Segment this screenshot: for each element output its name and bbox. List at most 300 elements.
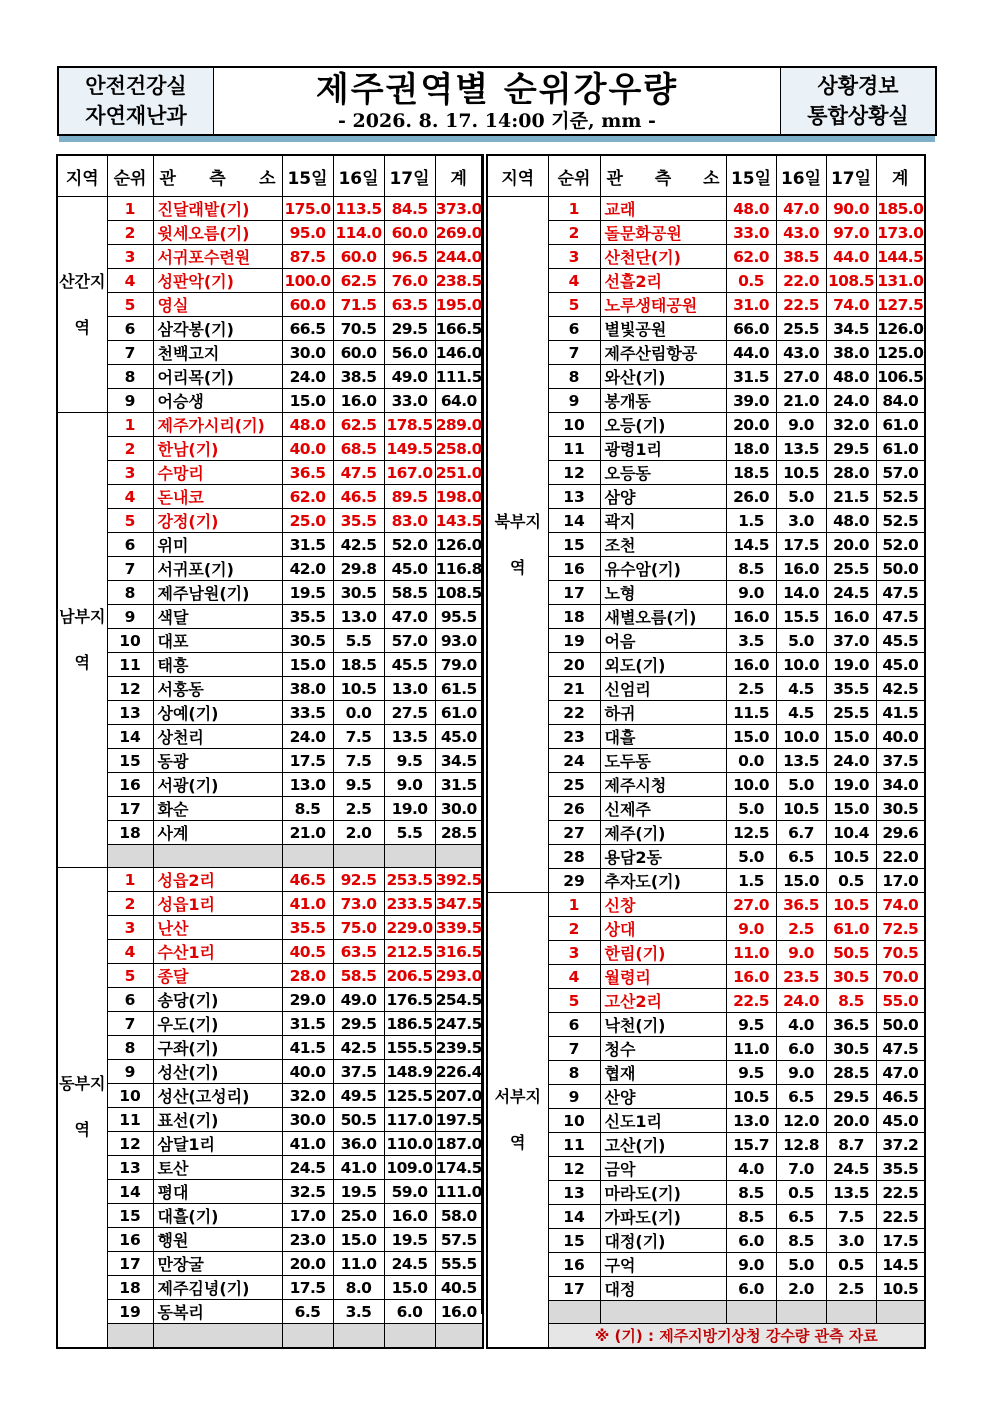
day15-cell: 2.5 [726,677,776,701]
day15-cell: 29.0 [282,988,333,1012]
table-row [57,605,483,629]
day15-cell: 95.0 [282,221,333,245]
table-row [487,701,925,725]
station-cell: 제주(기) [600,821,726,845]
station-cell: 대흘 [600,725,726,749]
rank-cell: 2 [548,917,600,941]
rank-cell: 14 [548,509,600,533]
left-header-row [57,155,483,197]
station-cell: 제주김녕(기) [153,1276,282,1300]
day16-cell: 3.0 [776,509,826,533]
day16-cell: 22.0 [776,269,826,293]
station-cell: 평대 [153,1180,282,1204]
day17-cell: 21.5 [826,485,876,509]
rank-cell: 3 [548,941,600,965]
day15-cell: 36.5 [282,461,333,485]
day17-cell: 45.5 [384,653,435,677]
table-row [57,821,483,845]
day15-cell: 27.0 [726,893,776,917]
table-row [57,677,483,701]
station-cell: 용담2동 [600,845,726,869]
day16-cell: 10.5 [776,461,826,485]
table-row [57,245,483,269]
total-cell: 195.0 [435,293,483,317]
day16-cell: 27.0 [776,365,826,389]
day16-cell: 113.5 [333,197,384,221]
rank-cell: 10 [548,1109,600,1133]
day15-cell: 42.0 [282,557,333,581]
rank-cell: 2 [107,221,153,245]
rank-cell: 15 [107,1204,153,1228]
station-cell: 만장굴 [153,1252,282,1276]
day17-cell: 24.5 [826,1157,876,1181]
table-row [57,293,483,317]
day16-cell: 0.0 [333,701,384,725]
day17-cell: 58.5 [384,581,435,605]
day17-cell: 2.5 [826,1277,876,1301]
day17-cell: 20.0 [826,533,876,557]
rank-cell: 14 [548,1205,600,1229]
day15-cell: 13.0 [282,773,333,797]
station-cell: 제주가시리(기) [153,413,282,437]
rank-cell: 7 [107,557,153,581]
station-cell: 종달 [153,964,282,988]
day15-cell: 16.0 [726,653,776,677]
table-row [57,557,483,581]
day17-cell: 48.0 [826,509,876,533]
total-cell: 55.0 [876,989,925,1013]
station-cell: 삼달1리 [153,1132,282,1156]
table-row [57,868,483,892]
station-cell: 도두동 [600,749,726,773]
total-cell: 131.0 [876,269,925,293]
rank-cell: 29 [548,869,600,893]
day15-cell: 6.5 [282,1300,333,1324]
col-station: 관 측 소 [153,155,282,197]
day15-cell: 9.0 [726,581,776,605]
day16-cell: 12.8 [776,1133,826,1157]
total-cell: 57.0 [876,461,925,485]
station-cell: 서홍동 [153,677,282,701]
blank-cell [548,1301,600,1324]
total-cell: 57.5 [435,1228,483,1252]
day15-cell: 17.5 [282,749,333,773]
table-row [487,1205,925,1229]
table-row [57,916,483,940]
total-cell: 70.0 [876,965,925,989]
table-row [487,1133,925,1157]
table-row [57,413,483,437]
day16-cell: 5.5 [333,629,384,653]
day16-cell: 6.0 [776,1037,826,1061]
day15-cell: 22.5 [726,989,776,1013]
day17-cell: 13.5 [384,725,435,749]
rank-cell: 4 [548,965,600,989]
table-row [487,581,925,605]
day15-cell: 39.0 [726,389,776,413]
rank-cell: 6 [107,988,153,1012]
day15-cell: 41.0 [282,892,333,916]
day17-cell: 149.5 [384,437,435,461]
day17-cell: 8.7 [826,1133,876,1157]
issuer-left-line1: 안전건강실 [85,74,187,98]
table-row [487,557,925,581]
table-row [57,365,483,389]
total-cell: 127.5 [876,293,925,317]
station-cell: 선흘2리 [600,269,726,293]
day16-cell: 41.0 [333,1156,384,1180]
total-cell: 47.0 [876,1061,925,1085]
day17-cell: 7.5 [826,1205,876,1229]
station-cell: 신창 [600,893,726,917]
day17-cell: 47.0 [384,605,435,629]
day16-cell: 4.5 [776,701,826,725]
col-d16: 16일 [776,155,826,197]
day17-cell: 13.5 [826,1181,876,1205]
rank-cell: 11 [548,1133,600,1157]
day15-cell: 8.5 [726,1181,776,1205]
table-row [487,221,925,245]
table-row [57,964,483,988]
day15-cell: 30.0 [282,341,333,365]
day15-cell: 6.0 [726,1277,776,1301]
col-rank: 순위 [107,155,153,197]
blank-cell [282,1324,333,1348]
day15-cell: 5.0 [726,845,776,869]
rank-cell: 15 [548,533,600,557]
total-cell: 47.5 [876,581,925,605]
station-cell: 천백고지 [153,341,282,365]
station-cell: 노형 [600,581,726,605]
day15-cell: 24.0 [282,365,333,389]
table-row [487,1037,925,1061]
total-cell: 174.5 [435,1156,483,1180]
total-cell: 35.5 [876,1157,925,1181]
day17-cell: 35.5 [826,677,876,701]
report-header [57,66,937,136]
total-cell: 126.0 [876,317,925,341]
table-row [57,1228,483,1252]
day16-cell: 73.0 [333,892,384,916]
table-row [487,941,925,965]
day17-cell: 24.0 [826,749,876,773]
day16-cell: 43.0 [776,221,826,245]
day16-cell: 5.0 [776,629,826,653]
total-cell: 61.0 [876,413,925,437]
total-cell: 45.5 [876,629,925,653]
station-cell: 돌문화공원 [600,221,726,245]
day16-cell: 70.5 [333,317,384,341]
day15-cell: 8.5 [726,1205,776,1229]
col-d17: 17일 [384,155,435,197]
rank-cell: 17 [107,797,153,821]
day15-cell: 8.5 [282,797,333,821]
day16-cell: 36.0 [333,1132,384,1156]
day16-cell: 21.0 [776,389,826,413]
station-cell: 사계 [153,821,282,845]
day17-cell: 233.5 [384,892,435,916]
station-cell: 어승생 [153,389,282,413]
rank-cell: 5 [107,509,153,533]
blank-cell [435,1324,483,1348]
station-cell: 동광 [153,749,282,773]
station-cell: 오등동 [600,461,726,485]
blank-cell [282,845,333,868]
day15-cell: 31.5 [726,365,776,389]
rank-cell: 10 [107,1084,153,1108]
day16-cell: 35.5 [333,509,384,533]
day16-cell: 15.0 [776,869,826,893]
station-cell: 고산2리 [600,989,726,1013]
day17-cell: 90.0 [826,197,876,221]
blank-cell [107,845,153,868]
page-title: 제주권역별 순위강우량 [315,70,679,110]
day15-cell: 44.0 [726,341,776,365]
day15-cell: 18.0 [726,437,776,461]
day16-cell: 3.5 [333,1300,384,1324]
table-row [57,581,483,605]
total-cell: 226.4 [435,1060,483,1084]
day17-cell: 36.5 [826,1013,876,1037]
station-cell: 우도(기) [153,1012,282,1036]
total-cell: 30.5 [876,797,925,821]
day15-cell: 9.5 [726,1061,776,1085]
day17-cell: 29.5 [384,317,435,341]
table-row [57,197,483,221]
station-cell: 한남(기) [153,437,282,461]
table-row [57,341,483,365]
total-cell: 197.5 [435,1108,483,1132]
day16-cell: 60.0 [333,245,384,269]
station-cell: 교래 [600,197,726,221]
day16-cell: 6.5 [776,1205,826,1229]
day16-cell: 10.0 [776,725,826,749]
day17-cell: 229.0 [384,916,435,940]
total-cell: 251.0 [435,461,483,485]
day15-cell: 24.5 [282,1156,333,1180]
day17-cell: 32.0 [826,413,876,437]
day16-cell: 0.5 [776,1181,826,1205]
total-cell: 31.5 [435,773,483,797]
total-cell: 16.0 [435,1300,483,1324]
day16-cell: 2.0 [776,1277,826,1301]
total-cell: 339.5 [435,916,483,940]
day17-cell: 15.0 [826,797,876,821]
rank-cell: 2 [548,221,600,245]
rank-cell: 8 [107,1036,153,1060]
day16-cell: 29.8 [333,557,384,581]
blank-cell [153,845,282,868]
total-cell: 47.5 [876,605,925,629]
day16-cell: 36.5 [776,893,826,917]
station-cell: 신도1리 [600,1109,726,1133]
day17-cell: 89.5 [384,485,435,509]
day17-cell: 84.5 [384,197,435,221]
rank-cell: 26 [548,797,600,821]
rank-cell: 15 [107,749,153,773]
issuer-right-line2: 통합상황실 [807,104,909,128]
table-row [487,1253,925,1277]
rank-cell: 1 [107,413,153,437]
rank-cell: 12 [548,461,600,485]
day15-cell: 3.5 [726,629,776,653]
total-cell: 47.5 [876,1037,925,1061]
col-total: 계 [435,155,483,197]
day15-cell: 175.0 [282,197,333,221]
day15-cell: 62.0 [282,485,333,509]
station-cell: 태흥 [153,653,282,677]
blank-cell [153,1324,282,1348]
issuer-left [59,68,214,134]
station-cell: 서귀포(기) [153,557,282,581]
day16-cell: 7.5 [333,725,384,749]
day17-cell: 19.0 [826,653,876,677]
rank-cell: 17 [548,1277,600,1301]
station-cell: 신엄리 [600,677,726,701]
day16-cell: 6.5 [776,1085,826,1109]
day17-cell: 212.5 [384,940,435,964]
day16-cell: 10.5 [776,797,826,821]
table-row [487,989,925,1013]
right-header-row [487,155,925,197]
day16-cell: 6.5 [776,845,826,869]
table-row [57,988,483,1012]
day17-cell: 97.0 [826,221,876,245]
day16-cell: 6.7 [776,821,826,845]
rank-cell: 9 [107,1060,153,1084]
day16-cell: 5.0 [776,485,826,509]
day16-cell: 17.5 [776,533,826,557]
day17-cell: 15.0 [826,725,876,749]
total-cell: 84.0 [876,389,925,413]
station-cell: 별빛공원 [600,317,726,341]
table-row [57,1036,483,1060]
day16-cell: 7.0 [776,1157,826,1181]
station-cell: 협재 [600,1061,726,1085]
table-row [57,461,483,485]
day15-cell: 4.0 [726,1157,776,1181]
right-rainfall-table [486,154,926,1349]
day15-cell: 32.5 [282,1180,333,1204]
day16-cell: 15.5 [776,605,826,629]
day16-cell: 5.0 [776,1253,826,1277]
day16-cell: 9.0 [776,941,826,965]
day15-cell: 6.0 [726,1229,776,1253]
day16-cell: 62.5 [333,269,384,293]
day15-cell: 11.0 [726,941,776,965]
day17-cell: 29.5 [826,437,876,461]
station-cell: 동복리 [153,1300,282,1324]
total-cell: 392.5 [435,868,483,892]
total-cell: 42.5 [876,677,925,701]
table-row [487,1013,925,1037]
day16-cell: 63.5 [333,940,384,964]
day17-cell: 9.0 [384,773,435,797]
total-cell: 61.0 [435,701,483,725]
station-cell: 윗세오름(기) [153,221,282,245]
station-cell: 봉개동 [600,389,726,413]
total-cell: 46.5 [876,1085,925,1109]
total-cell: 106.5 [876,365,925,389]
rank-cell: 8 [548,365,600,389]
rank-cell: 13 [548,1181,600,1205]
day16-cell: 4.0 [776,1013,826,1037]
rank-cell: 18 [107,1276,153,1300]
col-rank: 순위 [548,155,600,197]
total-cell: 40.5 [435,1276,483,1300]
day15-cell: 17.0 [282,1204,333,1228]
day17-cell: 186.5 [384,1012,435,1036]
total-cell: 111.5 [435,365,483,389]
total-cell: 269.0 [435,221,483,245]
blank-cell [826,1301,876,1324]
table-row [487,1061,925,1085]
total-cell: 254.5 [435,988,483,1012]
table-row [487,533,925,557]
total-cell: 198.0 [435,485,483,509]
day15-cell: 9.0 [726,917,776,941]
day15-cell: 9.0 [726,1253,776,1277]
rank-cell: 9 [548,1085,600,1109]
day17-cell: 10.5 [826,893,876,917]
day15-cell: 41.5 [282,1036,333,1060]
station-cell: 제주시청 [600,773,726,797]
station-cell: 산천단(기) [600,245,726,269]
total-cell: 45.0 [876,653,925,677]
station-cell: 서귀포수련원 [153,245,282,269]
day15-cell: 21.0 [282,821,333,845]
rank-cell: 19 [107,1300,153,1324]
day17-cell: 38.0 [826,341,876,365]
rank-cell: 13 [548,485,600,509]
total-cell: 34.0 [876,773,925,797]
table-row [57,269,483,293]
station-cell: 대포 [153,629,282,653]
day15-cell: 46.5 [282,868,333,892]
day16-cell: 75.0 [333,916,384,940]
left-rainfall-table [56,154,484,1349]
rank-cell: 6 [107,317,153,341]
day15-cell: 66.5 [282,317,333,341]
day16-cell: 47.5 [333,461,384,485]
day17-cell: 24.5 [384,1252,435,1276]
blank-row [57,845,483,868]
day17-cell: 60.0 [384,221,435,245]
day16-cell: 50.5 [333,1108,384,1132]
table-row [57,389,483,413]
blank-cell [776,1301,826,1324]
total-cell: 52.5 [876,509,925,533]
rank-cell: 27 [548,821,600,845]
total-cell: 17.0 [876,869,925,893]
table-row [57,1300,483,1324]
table-row [487,1181,925,1205]
day17-cell: 3.0 [826,1229,876,1253]
day16-cell: 8.0 [333,1276,384,1300]
total-cell: 95.5 [435,605,483,629]
station-cell: 오등(기) [600,413,726,437]
table-row [487,1109,925,1133]
rank-cell: 21 [548,677,600,701]
total-cell: 41.5 [876,701,925,725]
station-cell: 유수암(기) [600,557,726,581]
total-cell: 50.0 [876,557,925,581]
total-cell: 244.0 [435,245,483,269]
rank-cell: 23 [548,725,600,749]
day16-cell: 29.5 [333,1012,384,1036]
rank-cell: 10 [107,629,153,653]
rank-cell: 11 [548,437,600,461]
